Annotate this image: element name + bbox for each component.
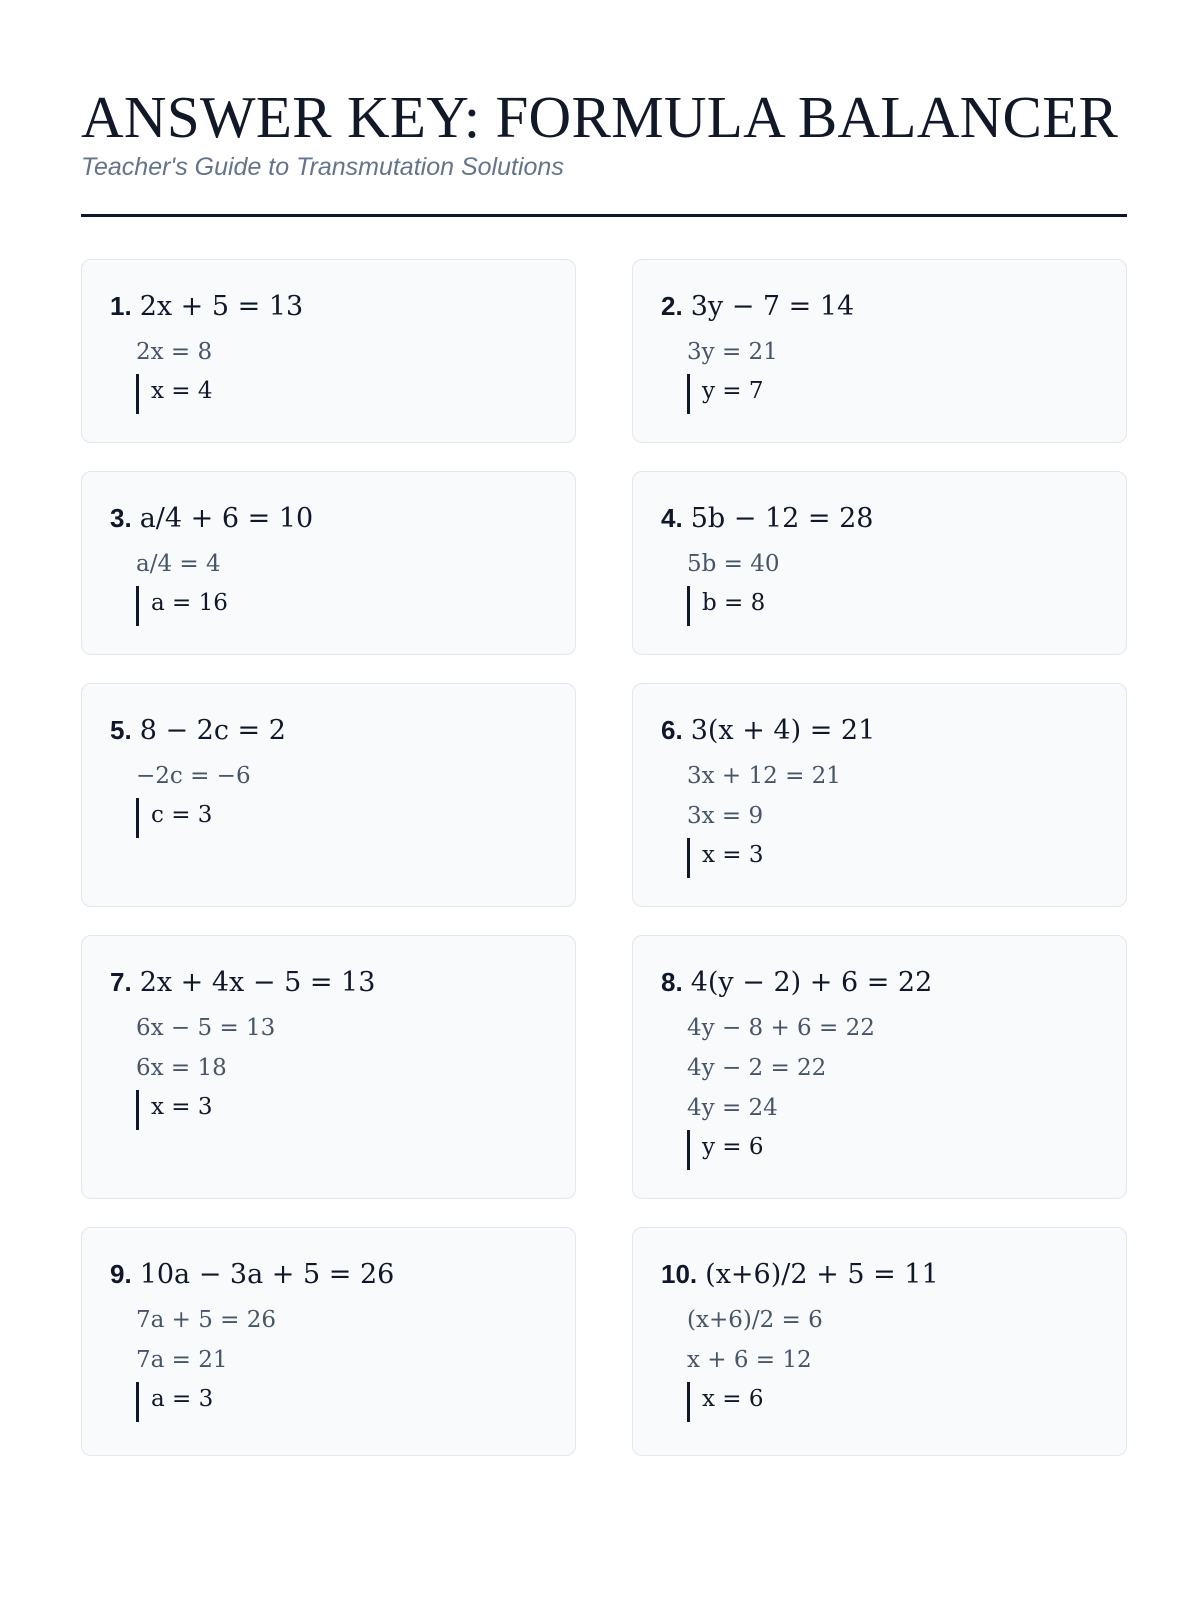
- problem-statement: [110, 498, 547, 538]
- problem-card-4: [632, 471, 1127, 655]
- solution-step: a/4 = 4: [136, 551, 221, 577]
- problem-number: 4.: [661, 502, 683, 533]
- problem-number: 1.: [110, 290, 132, 321]
- solution-steps: [110, 1300, 547, 1422]
- final-answer: c = 3: [136, 798, 547, 838]
- final-answer: y = 7: [687, 374, 1098, 414]
- solution-step: 4y = 24: [687, 1095, 778, 1121]
- problem-card-7: [81, 935, 576, 1199]
- solution-step: 6x = 18: [136, 1055, 227, 1081]
- solution-step: 3x = 9: [687, 803, 764, 829]
- solution-steps: [110, 544, 547, 626]
- solution-step: (x+6)/2 = 6: [687, 1307, 823, 1333]
- problem-card-5: [81, 683, 576, 907]
- solution-step: 7a + 5 = 26: [136, 1307, 277, 1333]
- solution-steps: [110, 1008, 547, 1130]
- problem-card-8: [632, 935, 1127, 1199]
- problem-equation: 10a − 3a + 5 = 26: [139, 1258, 395, 1290]
- solution-step: x + 6 = 12: [687, 1347, 812, 1373]
- solution-step: 5b = 40: [687, 551, 780, 577]
- solution-steps: [661, 1008, 1098, 1170]
- final-answer: x = 3: [687, 838, 1098, 878]
- problem-number: 3.: [110, 502, 132, 533]
- final-answer: a = 3: [136, 1382, 547, 1422]
- problem-statement: [661, 498, 1098, 538]
- problem-number: 7.: [110, 966, 132, 997]
- final-answer: b = 8: [687, 586, 1098, 626]
- solution-step: −2c = −6: [136, 763, 251, 789]
- solution-step: 6x − 5 = 13: [136, 1015, 276, 1041]
- page-subtitle: Teacher's Guide to Transmutation Solutions: [81, 153, 564, 181]
- problem-equation: 3(x + 4) = 21: [690, 714, 876, 746]
- problem-equation: 2x + 5 = 13: [139, 290, 304, 322]
- problem-equation: 3y − 7 = 14: [690, 290, 855, 322]
- problem-statement: [661, 1254, 1098, 1294]
- problem-card-10: [632, 1227, 1127, 1456]
- problem-card-9: [81, 1227, 576, 1456]
- problem-card-2: [632, 259, 1127, 443]
- page-header: [81, 84, 1127, 184]
- solution-step: 4y − 2 = 22: [687, 1055, 827, 1081]
- problem-equation: (x+6)/2 + 5 = 11: [705, 1258, 939, 1290]
- problem-statement: [661, 962, 1098, 1002]
- problem-statement: [110, 286, 547, 326]
- problem-equation: 2x + 4x − 5 = 13: [139, 966, 376, 998]
- solution-steps: [661, 756, 1098, 878]
- problem-statement: [110, 962, 547, 1002]
- problem-card-6: [632, 683, 1127, 907]
- solution-step: 7a = 21: [136, 1347, 228, 1373]
- problem-equation: a/4 + 6 = 10: [139, 502, 314, 534]
- problem-number: 9.: [110, 1258, 132, 1289]
- final-answer: x = 4: [136, 374, 547, 414]
- solution-step: 2x = 8: [136, 339, 213, 365]
- problem-number: 8.: [661, 966, 683, 997]
- solution-steps: [110, 756, 547, 838]
- solution-steps: [661, 332, 1098, 414]
- problem-statement: [661, 286, 1098, 326]
- final-answer: x = 6: [687, 1382, 1098, 1422]
- problem-equation: 5b − 12 = 28: [690, 502, 874, 534]
- problem-statement: [661, 710, 1098, 750]
- solution-step: 3y = 21: [687, 339, 778, 365]
- problem-number: 10.: [661, 1258, 698, 1289]
- problem-number: 2.: [661, 290, 683, 321]
- problem-grid: [81, 259, 1127, 1456]
- header-divider: [81, 214, 1127, 217]
- final-answer: x = 3: [136, 1090, 547, 1130]
- problem-number: 6.: [661, 714, 683, 745]
- page-title: ANSWER KEY: FORMULA BALANCER: [81, 84, 1119, 150]
- solution-step: 3x + 12 = 21: [687, 763, 841, 789]
- problem-statement: [110, 710, 547, 750]
- solution-step: 4y − 8 + 6 = 22: [687, 1015, 875, 1041]
- problem-statement: [110, 1254, 547, 1294]
- problem-number: 5.: [110, 714, 132, 745]
- final-answer: a = 16: [136, 586, 547, 626]
- problem-equation: 4(y − 2) + 6 = 22: [690, 966, 933, 998]
- solution-steps: [661, 544, 1098, 626]
- problem-card-3: [81, 471, 576, 655]
- solution-steps: [110, 332, 547, 414]
- problem-card-1: [81, 259, 576, 443]
- final-answer: y = 6: [687, 1130, 1098, 1170]
- solution-steps: [661, 1300, 1098, 1422]
- problem-equation: 8 − 2c = 2: [139, 714, 286, 746]
